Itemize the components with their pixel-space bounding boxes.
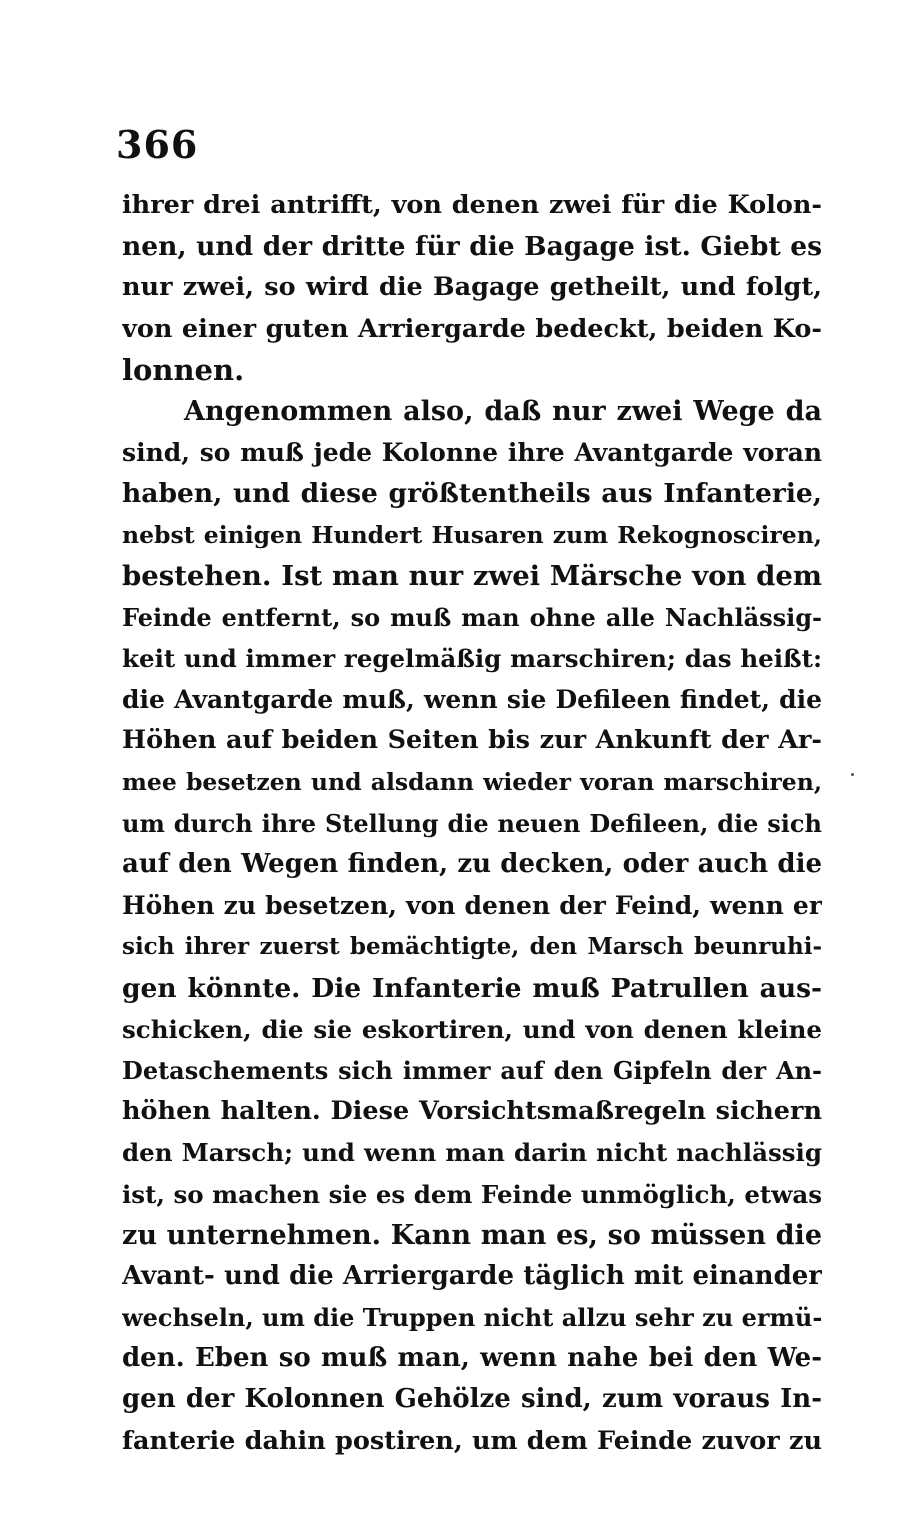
text-line: gen könnte. Die Infanterie muß Patrullen aus- — [122, 972, 822, 1004]
text-line: keit und immer regelmäßig marschiren; das heißt: — [122, 644, 822, 674]
text-line: ihrer drei antrifft, von denen zwei für die Kolon- — [122, 190, 822, 220]
text-line: Detaschements sich immer auf den Gipfeln der An- — [122, 1055, 822, 1085]
text-line: haben, und diese größtentheils aus Infanterie, — [122, 478, 822, 510]
text-line: zu unternehmen. Kann man es, so müssen die — [122, 1219, 822, 1251]
paper-speck — [851, 773, 854, 776]
text-line: um durch ihre Stellung die neuen Defileen, die sich — [122, 808, 822, 838]
body-text — [122, 185, 822, 1462]
text-line: von einer guten Arriergarde bedeckt, beiden Ko- — [122, 313, 822, 344]
text-line: schicken, die sie eskortiren, und von denen kleine — [122, 1014, 822, 1044]
text-line: lonnen. — [122, 352, 245, 387]
text-line: die Avantgarde muß, wenn sie Defileen findet, die — [122, 685, 822, 715]
text-line: nen, und der dritte für die Bagage ist. Giebt es — [122, 231, 822, 263]
text-line: nebst einigen Hundert Husaren zum Rekognosciren, — [122, 520, 822, 549]
page-number: 366 — [116, 122, 199, 167]
text-line: ist, so machen sie es dem Feinde unmöglich, etwas — [122, 1179, 822, 1209]
text-line: Höhen auf beiden Seiten bis zur Ankunft der Ar- — [122, 725, 822, 756]
text-line: fanterie dahin postiren, um dem Feinde zuvor zu — [122, 1425, 822, 1456]
text-line: Feinde entfernt, so muß man ohne alle Nachlässig- — [122, 602, 822, 632]
text-line: sind, so muß jede Kolonne ihre Avantgarde voran — [122, 438, 822, 468]
text-line: mee besetzen und alsdann wieder voran marschiren, — [122, 767, 822, 796]
text-line: den. Eben so muß man, wenn nahe bei den We- — [122, 1343, 822, 1374]
text-line: Avant- und die Arriergarde täglich mit einander — [122, 1260, 822, 1291]
text-line: bestehen. Ist man nur zwei Märsche von dem — [122, 559, 822, 592]
text-line: auf den Wegen finden, zu decken, oder auch die — [122, 849, 822, 879]
text-line: den Marsch; und wenn man darin nicht nachlässig — [122, 1138, 822, 1168]
text-line: Höhen zu besetzen, von denen der Feind, wenn er — [122, 891, 822, 921]
text-line: nur zwei, so wird die Bagage getheilt, und folgt, — [122, 272, 822, 303]
text-line: wechseln, um die Truppen nicht allzu sehr zu ermü- — [122, 1303, 822, 1333]
text-line: höhen halten. Diese Vorsichtsmaßregeln sichern — [122, 1096, 822, 1127]
text-line: sich ihrer zuerst bemächtigte, den Marsch beunruhi- — [122, 933, 822, 961]
paragraph-start-line: Angenommen also, daß nur zwei Wege da — [184, 395, 822, 427]
text-line: gen der Kolonnen Gehölze sind, zum voraus In- — [122, 1384, 822, 1415]
